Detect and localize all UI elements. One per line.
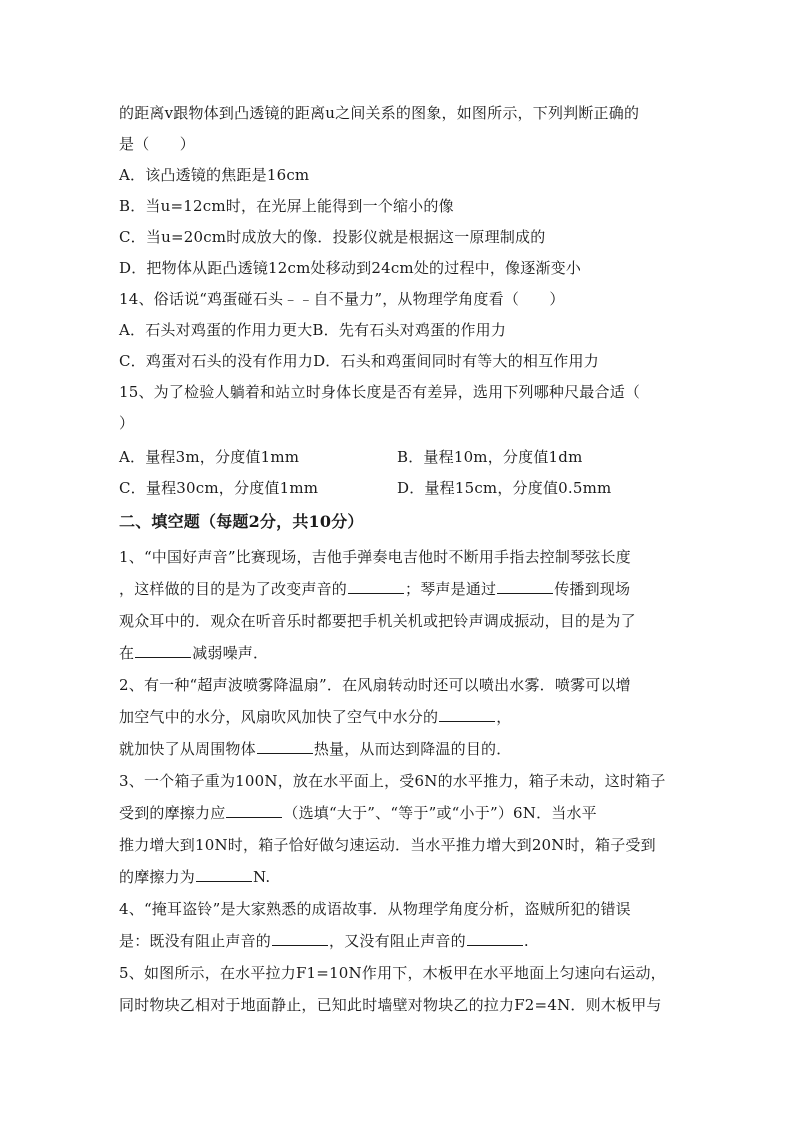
f5-line2: 同时物块乙相对于地面静止，已知此时墙壁对物块乙的拉力F2=4N．则木板甲与 [119,996,662,1014]
q13-option-a: A．该凸透镜的焦距是16cm [119,166,310,184]
f3-text: 受到的摩擦力应 [119,804,226,822]
f3-text: （选填“大于”、“等于”或“小于”）6N．当水平 [283,804,597,822]
q14-options-row2: C．鸡蛋对石头的没有作用力D．石头和鸡蛋间同时有等大的相互作用力 [119,352,599,370]
q15-option-c: C．量程30cm，分度值1mm [119,479,319,497]
f3-text: 的摩擦力为 [119,868,196,886]
answer-blank [135,642,191,658]
f1-line4 [119,642,268,664]
q15-stem-line2: ） [119,414,135,432]
f2-text: ， [496,708,512,726]
answer-blank [348,578,404,594]
answer-blank [257,738,313,754]
f2-text: 热量，从而达到降温的目的． [313,740,512,758]
f4-text: . [523,932,529,950]
f1-text: ，这样做的目的是为了改变声音的 [119,580,348,598]
q14-stem: 14、俗话说“鸡蛋碰石头﹣﹣自不量力”，从物理学角度看（ ） [119,290,565,308]
q13-stem-line2: 是（ ） [119,135,196,153]
answer-blank [272,930,328,946]
f1-text: ；琴声是通过 [405,580,497,598]
q15-option-b: B．量程10m，分度值1dm [397,448,583,466]
q13-option-b: B．当u=12cm时，在光屏上能得到一个缩小的像 [119,197,454,215]
f3-line1: 3、一个箱子重为100N，放在水平面上，受6N的水平推力，箱子未动，这时箱子 [119,772,666,790]
f1-line2 [119,578,630,600]
f2-line1: 2、有一种“超声波喷雾降温扇”．在风扇转动时还可以喷出水雾．喷雾可以增 [119,676,631,694]
answer-blank [196,866,252,882]
f3-line2 [119,802,597,824]
f1-text: 传播到现场 [554,580,631,598]
f1-text: 在 [119,644,135,662]
answer-blank [439,706,495,722]
f2-text: 就加快了从周围物体 [119,740,256,758]
q13-option-c: C．当u=20cm时成放大的像．投影仪就是根据这一原理制成的 [119,228,546,246]
f4-line1: 4、“掩耳盗铃”是大家熟悉的成语故事．从物理学角度分析，盗贼所犯的错误 [119,900,631,918]
answer-blank [467,930,523,946]
f4-text: 是：既没有阻止声音的 [119,932,272,950]
q13-stem-line1: 的距离v跟物体到凸透镜的距离u之间关系的图象，如图所示，下列判断正确的 [119,104,640,122]
f4-text: ，又没有阻止声音的 [329,932,466,950]
f1-line3: 观众耳中的．观众在听音乐时都要把手机关机或把铃声调成振动，目的是为了 [119,612,636,630]
answer-blank [226,802,282,818]
f1-line1: 1、“中国好声音”比赛现场，吉他手弹奏电吉他时不断用手指去控制琴弦长度 [119,548,631,566]
f1-text: 减弱噪声． [192,644,269,662]
answer-blank [497,578,553,594]
f4-line2 [119,930,529,952]
q14-options-row1: A．石头对鸡蛋的作用力更大B．先有石头对鸡蛋的作用力 [119,321,507,339]
f2-line3 [119,738,511,760]
q15-option-d: D．量程15cm，分度值0.5mm [397,479,612,497]
f5-line1: 5、如图所示，在水平拉力F1=10N作用下，木板甲在水平地面上匀速向右运动， [119,964,666,982]
q13-option-d: D．把物体从距凸透镜12cm处移动到24cm处的过程中，像逐渐变小 [119,259,582,277]
f3-text: N. [253,868,271,886]
f2-text: 加空气中的水分，风扇吹风加快了空气中水分的 [119,708,439,726]
q15-option-a: A．量程3m，分度值1mm [119,448,300,466]
f3-line4 [119,866,270,888]
section-heading: 二、填空题（每题2分，共10分） [119,512,364,531]
f2-line2 [119,706,511,728]
q15-stem-line1: 15、为了检验人躺着和站立时身体长度是否有差异，选用下列哪种尺最合适（ [119,383,641,401]
f3-line3: 推力增大到10N时，箱子恰好做匀速运动．当水平推力增大到20N时，箱子受到 [119,836,656,854]
